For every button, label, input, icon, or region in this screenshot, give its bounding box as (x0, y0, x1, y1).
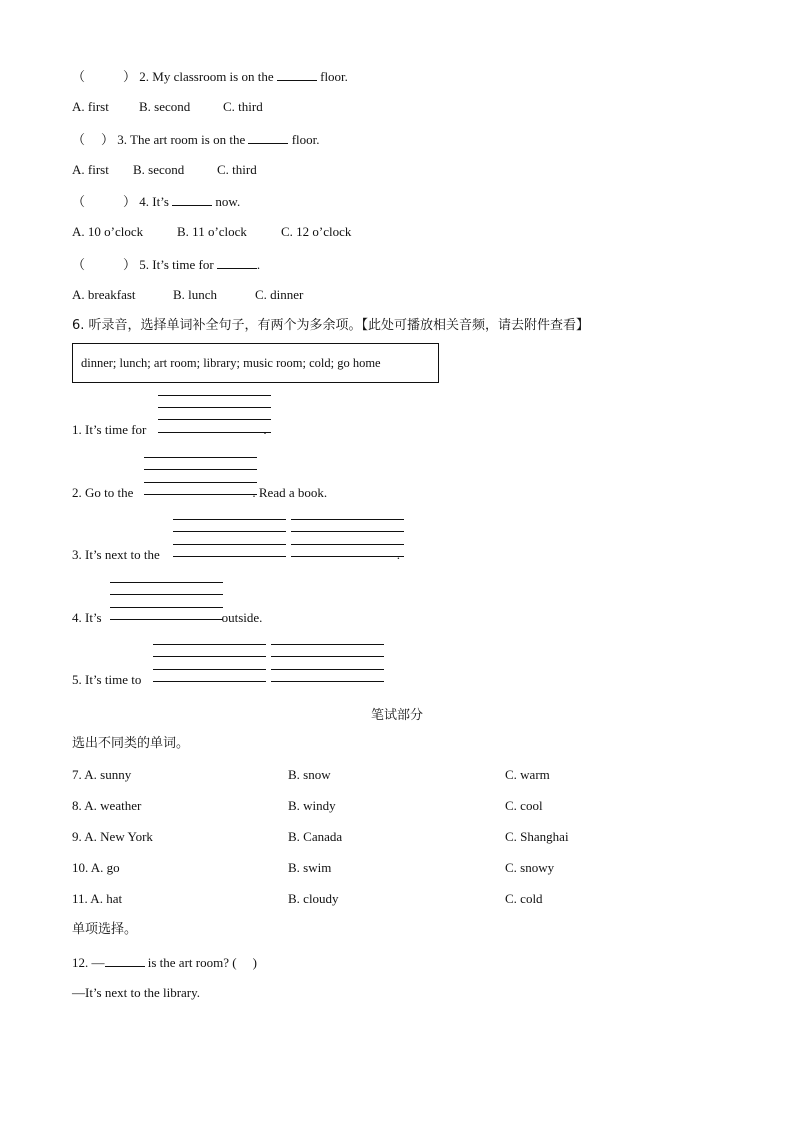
question-2 (72, 68, 348, 85)
answer-line[interactable] (271, 656, 384, 657)
answer-line[interactable] (158, 395, 271, 396)
answer-line[interactable] (153, 656, 266, 657)
answer-blank[interactable] (248, 131, 288, 144)
section-6-instruction: 6. 听录音，选择单词补全句子，有两个为多余项。【此处可播放相关音频，请去附件查看】 (72, 318, 590, 333)
question-number: 12. — (72, 955, 105, 970)
sentence-text: 1. It’s time for (72, 422, 147, 437)
answer-paren-close: ） (123, 194, 137, 209)
option-c[interactable]: C. third (223, 99, 263, 114)
option-a[interactable]: A. breakfast (72, 287, 136, 302)
q11-option-a[interactable]: 11. A. hat (72, 891, 123, 906)
answer-line[interactable] (153, 681, 266, 682)
option-b[interactable]: B. second (139, 99, 191, 114)
answer-paren-open: （ (72, 257, 86, 272)
sentence-5 (72, 672, 141, 688)
question-text: 3. The art room is on the (117, 132, 246, 147)
sentence-text: 3. It’s next to the (72, 547, 160, 562)
q8-option-b[interactable]: B. windy (288, 798, 336, 813)
q8-option-c[interactable]: C. cool (505, 798, 543, 813)
answer-line[interactable] (291, 531, 404, 532)
answer-line[interactable] (110, 607, 223, 608)
answer-blank[interactable] (172, 193, 212, 206)
answer-line[interactable] (291, 544, 404, 545)
question-text: is the art room? ( (147, 955, 237, 970)
answer-line[interactable] (158, 407, 271, 408)
answer-paren-open: （ (72, 194, 86, 209)
answer-paren-open: （ (72, 69, 86, 84)
question-12 (72, 954, 257, 971)
answer-paren-close: ） (123, 69, 137, 84)
answer-line[interactable] (173, 519, 286, 520)
question-text: 2. My classroom is on the (139, 69, 274, 84)
option-c[interactable]: C. 12 o’clock (281, 224, 352, 239)
question-5-options (72, 287, 303, 303)
q11-option-c[interactable]: C. cold (505, 891, 543, 906)
answer-line[interactable] (271, 669, 384, 670)
question-text: 4. It’s (139, 194, 169, 209)
answer-line[interactable] (153, 669, 266, 670)
answer-line[interactable] (144, 482, 257, 483)
q10-option-c[interactable]: C. snowy (505, 860, 555, 875)
option-a[interactable]: A. 10 o’clock (72, 224, 144, 239)
q7-option-a[interactable]: 7. A. sunny (72, 767, 132, 782)
sentence-text-end: outside. (221, 610, 263, 625)
answer-line[interactable] (144, 457, 257, 458)
answer-blank[interactable] (105, 954, 145, 967)
written-section-title: 笔试部分 (370, 708, 423, 723)
option-b[interactable]: B. lunch (173, 287, 218, 302)
option-a[interactable]: A. first (72, 162, 109, 177)
question-5 (72, 256, 260, 273)
sentence-3 (72, 547, 400, 563)
sentence-1 (72, 422, 267, 438)
answer-line[interactable] (291, 519, 404, 520)
q7-option-c[interactable]: C. warm (505, 767, 550, 782)
option-c[interactable]: C. dinner (255, 287, 304, 302)
question-text-end: now. (215, 194, 241, 209)
q10-option-b[interactable]: B. swim (288, 860, 332, 875)
question-4 (72, 193, 240, 210)
answer-paren-close: ） (101, 132, 115, 147)
question-text: 5. It’s time for (139, 257, 214, 272)
option-b[interactable]: B. 11 o’clock (177, 224, 247, 239)
sentence-text: 4. It’s (72, 610, 102, 625)
word-bank-box: dinner; lunch; art room; library; music room; cold; go home (72, 343, 439, 383)
sentence-text-end: . (396, 547, 400, 562)
option-c[interactable]: C. third (217, 162, 257, 177)
sentence-text-end: . Read a book. (252, 485, 328, 500)
answer-line[interactable] (173, 544, 286, 545)
question-text-end: . (256, 257, 261, 272)
answer-line[interactable] (144, 469, 257, 470)
answer-blank[interactable] (277, 68, 317, 81)
sentence-text: 5. It’s time to (72, 672, 142, 687)
answer-blank[interactable] (217, 256, 257, 269)
q7-option-b[interactable]: B. snow (288, 767, 331, 782)
answer-line[interactable] (158, 419, 271, 420)
q9-option-c[interactable]: C. Shanghai (505, 829, 569, 844)
answer-line[interactable] (153, 644, 266, 645)
sentence-2 (72, 485, 327, 501)
answer-line[interactable] (271, 681, 384, 682)
q9-option-a[interactable]: 9. A. New York (72, 829, 153, 844)
sentence-text-end: . (263, 422, 267, 437)
q8-option-a[interactable]: 8. A. weather (72, 798, 142, 813)
q9-option-b[interactable]: B. Canada (288, 829, 343, 844)
single-choice-instruction: 单项选择。 (72, 922, 138, 937)
sentence-text: 2. Go to the (72, 485, 134, 500)
answer-line[interactable] (271, 644, 384, 645)
answer-line[interactable] (173, 531, 286, 532)
q10-option-a[interactable]: 10. A. go (72, 860, 120, 875)
question-12-answer: —It’s next to the library. (72, 985, 201, 1000)
option-b[interactable]: B. second (133, 162, 185, 177)
q11-option-b[interactable]: B. cloudy (288, 891, 339, 906)
question-text-end: floor. (291, 132, 320, 147)
answer-line[interactable] (110, 594, 223, 595)
question-2-options (72, 99, 263, 115)
answer-paren-close: ) (252, 955, 257, 970)
question-text-end: floor. (320, 69, 348, 84)
sentence-4 (72, 610, 262, 626)
option-a[interactable]: A. first (72, 99, 109, 114)
answer-line[interactable] (110, 582, 223, 583)
odd-one-out-instruction: 选出不同类的单词。 (72, 736, 190, 751)
answer-paren-close: ） (123, 257, 137, 272)
question-4-options (72, 224, 351, 240)
answer-paren-open: （ (72, 132, 86, 147)
question-3-options (72, 162, 257, 178)
question-3 (72, 131, 320, 148)
